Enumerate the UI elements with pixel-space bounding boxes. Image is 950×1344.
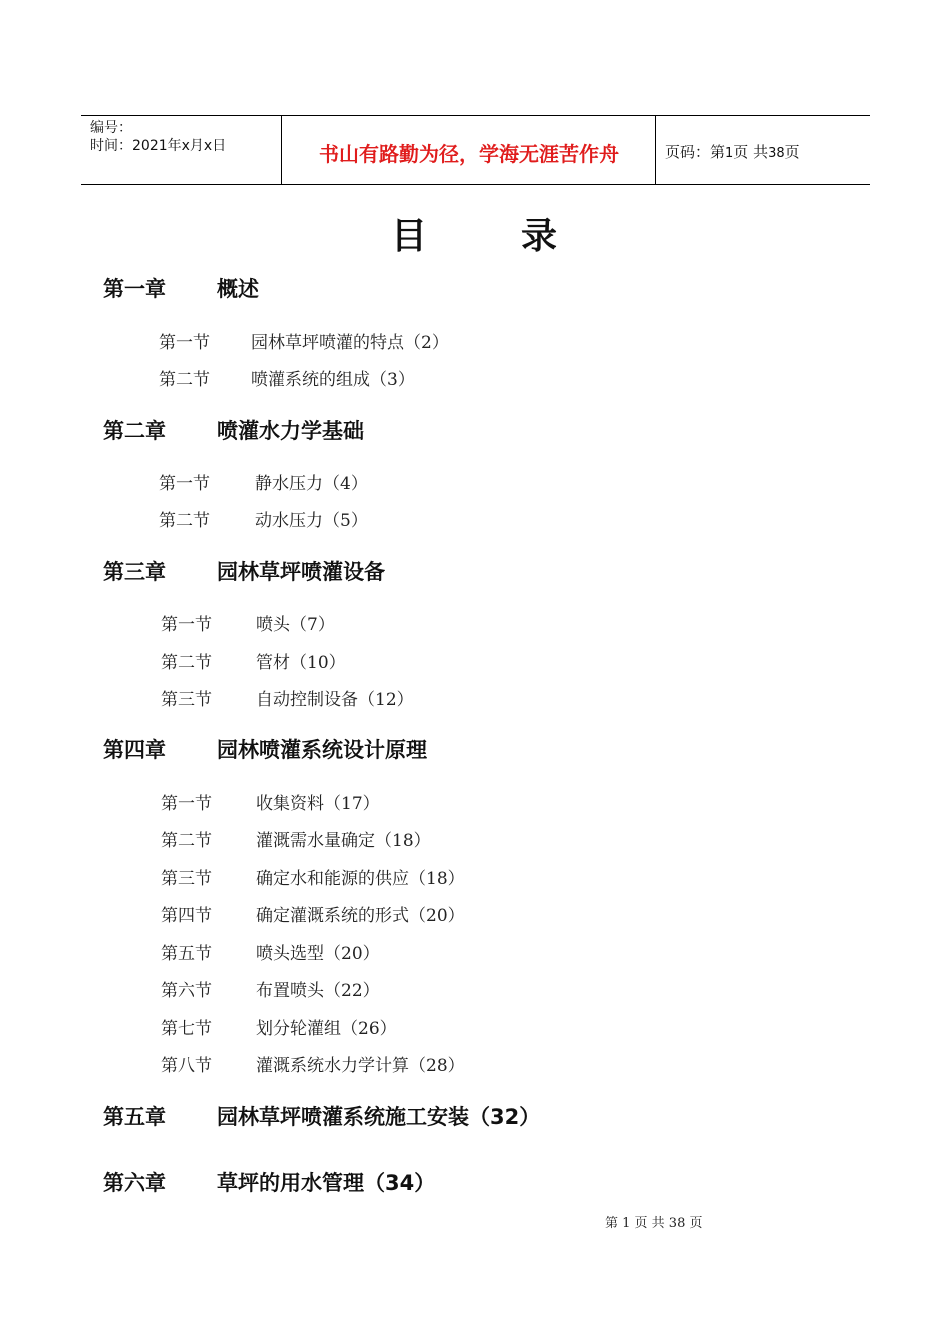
- section-label: 第六节: [161, 981, 212, 1001]
- document-header: [81, 115, 870, 185]
- chapter-heading: [103, 1167, 436, 1197]
- section-entry: [161, 826, 431, 851]
- page-middle: 页 共: [733, 143, 769, 161]
- toc-title-char: 目: [390, 216, 429, 257]
- section-title: 动水压力（5）: [255, 511, 368, 531]
- toc-title-char: 录: [521, 216, 560, 257]
- section-title: 静水压力（4）: [255, 474, 368, 494]
- section-label: 第五节: [161, 944, 212, 964]
- chapter-label: 第一章: [103, 277, 166, 301]
- chapter-label: 第二章: [103, 419, 166, 443]
- chapter-label: 第三章: [103, 560, 166, 584]
- section-label: 第一节: [159, 333, 210, 353]
- section-label: 第二节: [161, 653, 212, 673]
- section-label: 第三节: [161, 690, 212, 710]
- section-title: 收集资料（17）: [256, 794, 380, 814]
- page-footer: 第 1 页 共 38 页: [605, 1216, 703, 1231]
- chapter-title: 草坪的用水管理（34）: [217, 1171, 436, 1195]
- section-entry: [161, 1051, 465, 1076]
- section-title: 喷头（7）: [256, 615, 335, 635]
- section-entry: [161, 610, 335, 635]
- section-label: 第一节: [159, 474, 210, 494]
- section-entry: [161, 864, 465, 889]
- section-label: 第四节: [161, 906, 212, 926]
- section-label: 第七节: [161, 1019, 212, 1039]
- section-entry: [161, 685, 414, 710]
- chapter-heading: [103, 734, 427, 764]
- section-title: 喷灌系统的组成（3）: [251, 370, 415, 390]
- section-title: 管材（10）: [256, 653, 346, 673]
- header-page-info: [665, 141, 800, 162]
- section-label: 第八节: [161, 1056, 212, 1076]
- section-title: 划分轮灌组（26）: [256, 1019, 397, 1039]
- section-entry: [161, 1014, 397, 1039]
- page-prefix: 页码：第: [665, 143, 726, 161]
- number-label: 编号：: [90, 120, 132, 136]
- chapter-title: 园林草坪喷灌系统施工安装（32）: [217, 1105, 541, 1129]
- section-entry: [159, 469, 368, 494]
- header-meta: [90, 119, 226, 155]
- section-title: 喷头选型（20）: [256, 944, 380, 964]
- page-current: 1: [725, 146, 734, 161]
- section-title: 灌溉需水量确定（18）: [256, 831, 431, 851]
- chapter-heading: [103, 1101, 541, 1131]
- header-divider: [655, 116, 656, 184]
- section-label: 第二节: [159, 370, 210, 390]
- section-title: 确定灌溉系统的形式（20）: [256, 906, 465, 926]
- section-entry: [161, 976, 380, 1001]
- section-label: 第一节: [161, 794, 212, 814]
- page-total: 38: [768, 146, 785, 161]
- header-motto: 书山有路勤为径，学海无涯苦作舟: [319, 142, 619, 166]
- time-label: 时间：2021年x月x日: [90, 138, 227, 154]
- section-title: 自动控制设备（12）: [256, 690, 414, 710]
- section-entry: [161, 901, 465, 926]
- chapter-heading: [103, 415, 364, 445]
- toc-title: [0, 208, 950, 259]
- chapter-title: 园林喷灌系统设计原理: [217, 738, 427, 762]
- chapter-label: 第四章: [103, 738, 166, 762]
- section-entry: [161, 789, 380, 814]
- chapter-title: 喷灌水力学基础: [217, 419, 364, 443]
- section-title: 确定水和能源的供应（18）: [256, 869, 465, 889]
- section-entry: [159, 328, 449, 353]
- chapter-heading: [103, 273, 259, 303]
- section-entry: [161, 939, 380, 964]
- chapter-heading: [103, 556, 385, 586]
- section-label: 第二节: [161, 831, 212, 851]
- chapter-title: 园林草坪喷灌设备: [217, 560, 385, 584]
- section-entry: [159, 506, 368, 531]
- chapter-label: 第六章: [103, 1171, 166, 1195]
- chapter-title: 概述: [217, 277, 259, 301]
- section-title: 园林草坪喷灌的特点（2）: [251, 333, 449, 353]
- page-suffix: 页: [784, 143, 800, 161]
- chapter-label: 第五章: [103, 1105, 166, 1129]
- section-label: 第一节: [161, 615, 212, 635]
- section-title: 布置喷头（22）: [256, 981, 380, 1001]
- section-entry: [161, 648, 346, 673]
- section-label: 第三节: [161, 869, 212, 889]
- section-title: 灌溉系统水力学计算（28）: [256, 1056, 465, 1076]
- section-entry: [159, 365, 415, 390]
- header-divider: [281, 116, 282, 184]
- section-label: 第二节: [159, 511, 210, 531]
